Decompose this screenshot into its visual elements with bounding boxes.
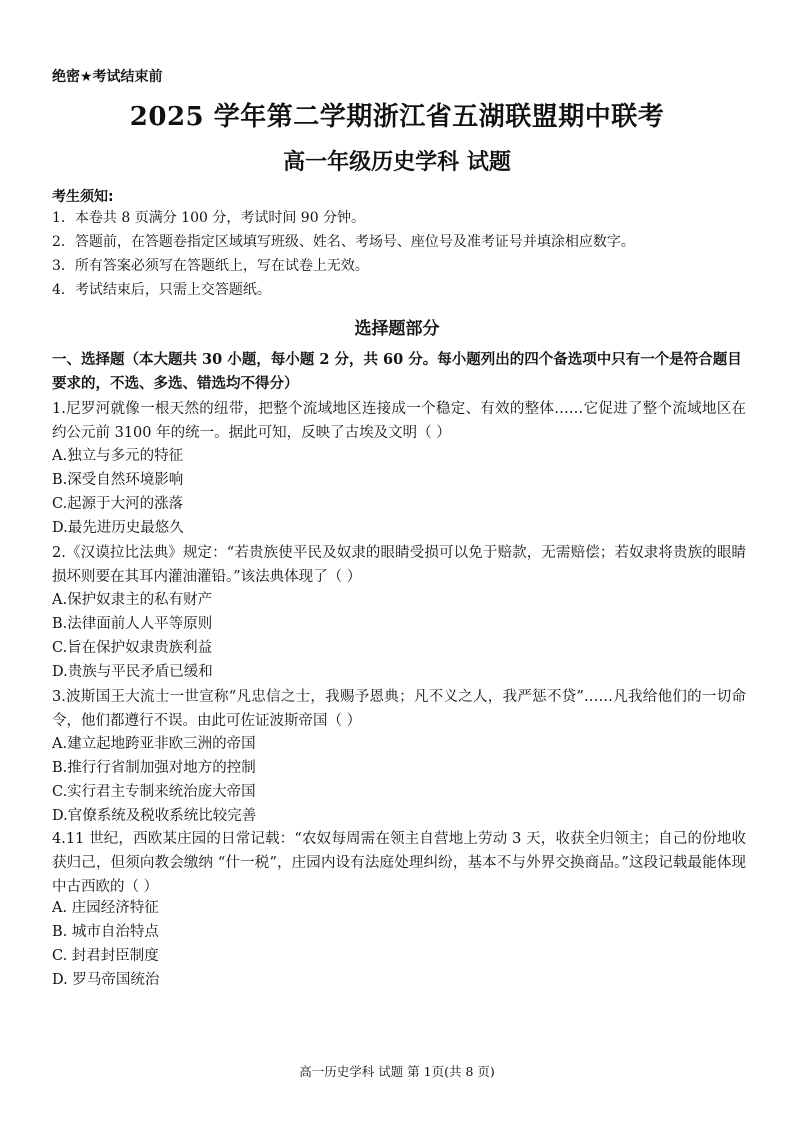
question-option: A.建立起地跨亚非欧三洲的帝国 — [52, 736, 256, 752]
question-option: B.深受自然环境影响 — [52, 472, 184, 488]
question-option: C.旨在保护奴隶贵族利益 — [52, 640, 213, 656]
question-stem: 3.波斯国王大流士一世宣称“凡忠信之士，我赐予恩典；凡不义之人，我严惩不贷”……凡我给他们的一切命令，他们都遵行不误。由此可佐证波斯帝国（ ） — [52, 689, 746, 729]
question-option: A.独立与多元的特征 — [52, 448, 184, 464]
notice-item: 1．本卷共 8 页满分 100 分，考试时间 90 分钟。 — [52, 210, 366, 226]
section-instruction: 一、选择题（本大题共 30 小题，每小题 2 分，共 60 分。每小题列出的四个备选项中只有一个是符合题目要求的，不选、多选、错选均不得分） — [52, 351, 742, 392]
question-option: D. 罗马帝国统治 — [52, 972, 160, 988]
question-stem: 4.11 世纪，西欧某庄园的日常记载：“农奴每周需在领主自营地上劳动 3 天，收获全归领主；自己的份地收获归己，但须向教会缴纳 “什一税”，庄园内设有法庭处理纠纷，基本不与外界交换商品。”这段记载最能体现中古西欧的（ ） — [52, 831, 746, 895]
question-option: B. 城市自治特点 — [52, 924, 159, 940]
notice-item: 3．所有答案必须写在答题纸上，写在试卷上无效。 — [52, 258, 369, 274]
question-option: B.推行行省制加强对地方的控制 — [52, 760, 256, 776]
secret-label: 绝密★考试结束前 — [52, 69, 163, 85]
notice-title: 考生须知: — [52, 189, 114, 205]
question-option: C.起源于大河的涨落 — [52, 496, 184, 512]
question-stem: 2.《汉谟拉比法典》规定：“若贵族使平民及奴隶的眼睛受损可以免于赔款，无需赔偿；若奴隶将贵族的眼睛损坏则要在其耳内灌油灌铅。”该法典体现了（ ） — [52, 545, 746, 585]
question-stem: 1.尼罗河就像一根天然的纽带，把整个流域地区连接成一个稳定、有效的整体……它促进了整个流域地区在约公元前 3100 年的统一。据此可知，反映了古埃及文明（ ） — [52, 401, 746, 441]
question-option: D.贵族与平民矛盾已缓和 — [52, 664, 213, 680]
question-option: D.官僚系统及税收系统比较完善 — [52, 808, 257, 824]
page-footer: 高一历史学科 试题 第 1页(共 8 页) — [299, 1064, 495, 1079]
exam-title: 2025 学年第二学期浙江省五湖联盟期中联考 — [129, 102, 665, 132]
notice-item: 2．答题前，在答题卷指定区域填写班级、姓名、考场号、座位号及准考证号并填涂相应数字。 — [52, 234, 635, 250]
subject-title: 高一年级历史学科 试题 — [283, 149, 511, 175]
section-title: 选择题部分 — [354, 319, 440, 339]
question-option: A. 庄园经济特征 — [52, 900, 159, 916]
notice-item: 4．考试结束后，只需上交答题纸。 — [52, 282, 271, 298]
question-option: C. 封君封臣制度 — [52, 948, 159, 964]
question-option: A.保护奴隶主的私有财产 — [52, 592, 213, 608]
question-option: B.法律面前人人平等原则 — [52, 616, 213, 632]
question-option: D.最先进历史最悠久 — [52, 520, 184, 536]
question-option: C.实行君主专制来统治庞大帝国 — [52, 784, 256, 800]
